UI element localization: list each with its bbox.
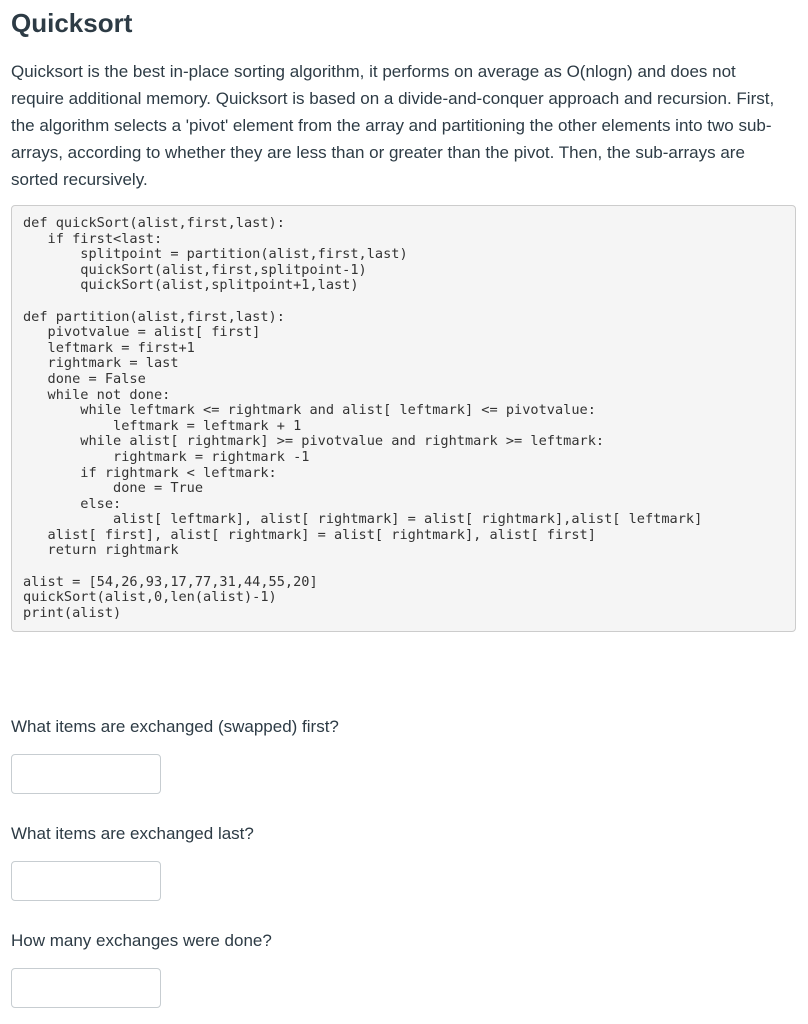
question-3-label: How many exchanges were done? xyxy=(11,931,272,950)
question-1-label: What items are exchanged (swapped) first? xyxy=(11,717,339,736)
question-3-answer-input[interactable] xyxy=(11,968,161,1008)
question-2-answer-input[interactable] xyxy=(11,861,161,901)
intro-paragraph: Quicksort is the best in-place sorting algorithm, it performs on average as O(nlogn) and does not require additional memory. Quicksort is based on a divide-and-conquer approach and recursion. First, the algorithm selects a 'pivot' element from the array and partitioning the other elements into two sub-arrays, according to whether they are less than or greater than the pivot. Then, the sub-arrays are sorted recursively. xyxy=(11,62,775,189)
question-2-label: What items are exchanged last? xyxy=(11,824,254,843)
page-title: Quicksort xyxy=(11,8,133,38)
code-block: def quickSort(alist,first,last): if first<last: splitpoint = partition(alist,first,last) quickSort(alist,first,splitpoint-1) quickSort(alist,splitpoint+1,last) def partition(alist,first,last): pivotvalue = alist[ first] leftmark = first+1 rightmark = last done = False while not done: while leftmark <= rightmark and alist[ leftmark] <= pivotvalue: leftmark = leftmark + 1 while alist[ rightmark] >= pivotvalue and rightmark >= leftmark: rightmark = rightmark -1 if rightmark < leftmark: done = True else: alist[ leftmark], alist[ rightmark] = alist[ rightmark],alist[ leftmark] alist[ first], alist[ rightmark] = alist[ rightmark], alist[ first] return rightmark alist = [54,26,93,17,77,31,44,55,20] quickSort(alist,0,len(alist)-1) print(alist) xyxy=(11,205,796,632)
question-1-answer-input[interactable] xyxy=(11,754,161,794)
